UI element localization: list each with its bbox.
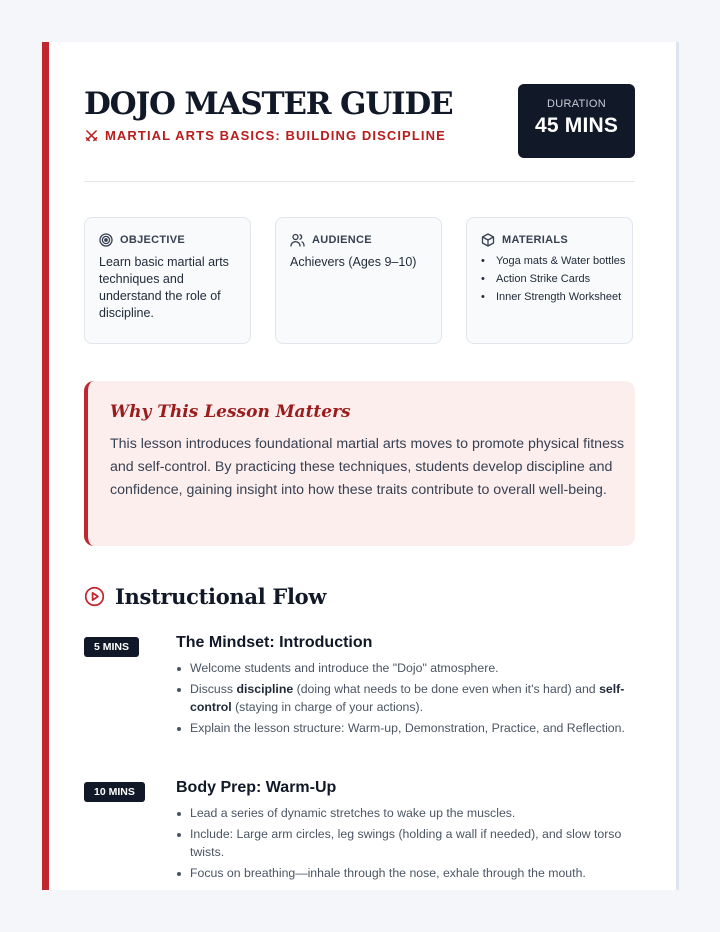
list-item: • Action Strike Cards — [481, 272, 626, 286]
audience-text: Achievers (Ages 9–10) — [290, 255, 417, 269]
audience-card — [275, 217, 442, 344]
objective-text: Learn basic martial arts techniques and understand the role of discipline. — [99, 255, 229, 320]
list-item: Lead a series of dynamic stretches to wake up the muscles. — [176, 805, 636, 823]
audience-label: AUDIENCE — [312, 234, 372, 246]
list-item: Include: Large arm circles, leg swings (holding a wall if needed), and slow torso twists. — [176, 826, 636, 861]
step-list — [176, 660, 636, 741]
accent-bar — [42, 42, 49, 890]
subtitle-text: MARTIAL ARTS BASICS: BUILDING DISCIPLINE — [105, 128, 446, 143]
why-callout — [84, 381, 635, 546]
crossed-swords-icon — [85, 129, 98, 142]
item-text: (doing what needs to be done even when it's hard) and — [293, 682, 600, 696]
why-title: Why This Lesson Matters — [110, 402, 351, 422]
time-badge: 5 MINS — [84, 637, 139, 657]
term-self-control: self-control — [190, 682, 625, 714]
objective-header — [99, 233, 185, 247]
header-divider — [84, 181, 635, 182]
materials-card — [466, 217, 633, 344]
page-subtitle — [85, 128, 446, 143]
materials-label: MATERIALS — [502, 234, 569, 246]
step-title: Body Prep: Warm-Up — [176, 779, 337, 796]
item-text: (staying in charge of your actions). — [231, 699, 424, 714]
target-icon — [99, 233, 113, 247]
list-item: Explain the lesson structure: Warm-up, Demonstration, Practice, and Reflection. — [176, 720, 636, 738]
materials-header — [481, 233, 568, 247]
duration-box — [518, 84, 635, 158]
lesson-page — [42, 42, 679, 890]
item-text: Discuss — [190, 682, 237, 696]
duration-value: 45 MINS — [534, 114, 619, 137]
why-text: This lesson introduces foundational martial arts moves to promote physical fitness and self-control. By practicing these techniques, students develop discipline and confidence, gaining insight into how these traits contribute to overall well-being. — [110, 436, 625, 498]
step-title: The Mindset: Introduction — [176, 634, 373, 651]
section-title: Instructional Flow — [115, 584, 327, 609]
list-item: • Inner Strength Worksheet — [481, 290, 626, 304]
section-header — [84, 584, 326, 609]
objective-label: OBJECTIVE — [120, 234, 186, 246]
step-list — [176, 805, 636, 886]
audience-header — [290, 233, 372, 247]
duration-label: DURATION — [546, 98, 607, 110]
objective-card — [84, 217, 251, 344]
list-item — [176, 681, 636, 716]
list-item: • Yoga mats & Water bottles — [481, 254, 626, 268]
box-icon — [481, 233, 495, 247]
play-circle-icon — [84, 586, 105, 607]
list-item: Focus on breathing—inhale through the nose, exhale through the mouth. — [176, 865, 636, 883]
users-icon — [290, 233, 305, 247]
materials-list — [481, 254, 626, 308]
page-title: DOJO MASTER GUIDE — [84, 86, 453, 122]
list-item: Welcome students and introduce the "Dojo" atmosphere. — [176, 660, 636, 678]
time-badge: 10 MINS — [84, 782, 145, 802]
term-discipline: discipline — [236, 682, 294, 696]
